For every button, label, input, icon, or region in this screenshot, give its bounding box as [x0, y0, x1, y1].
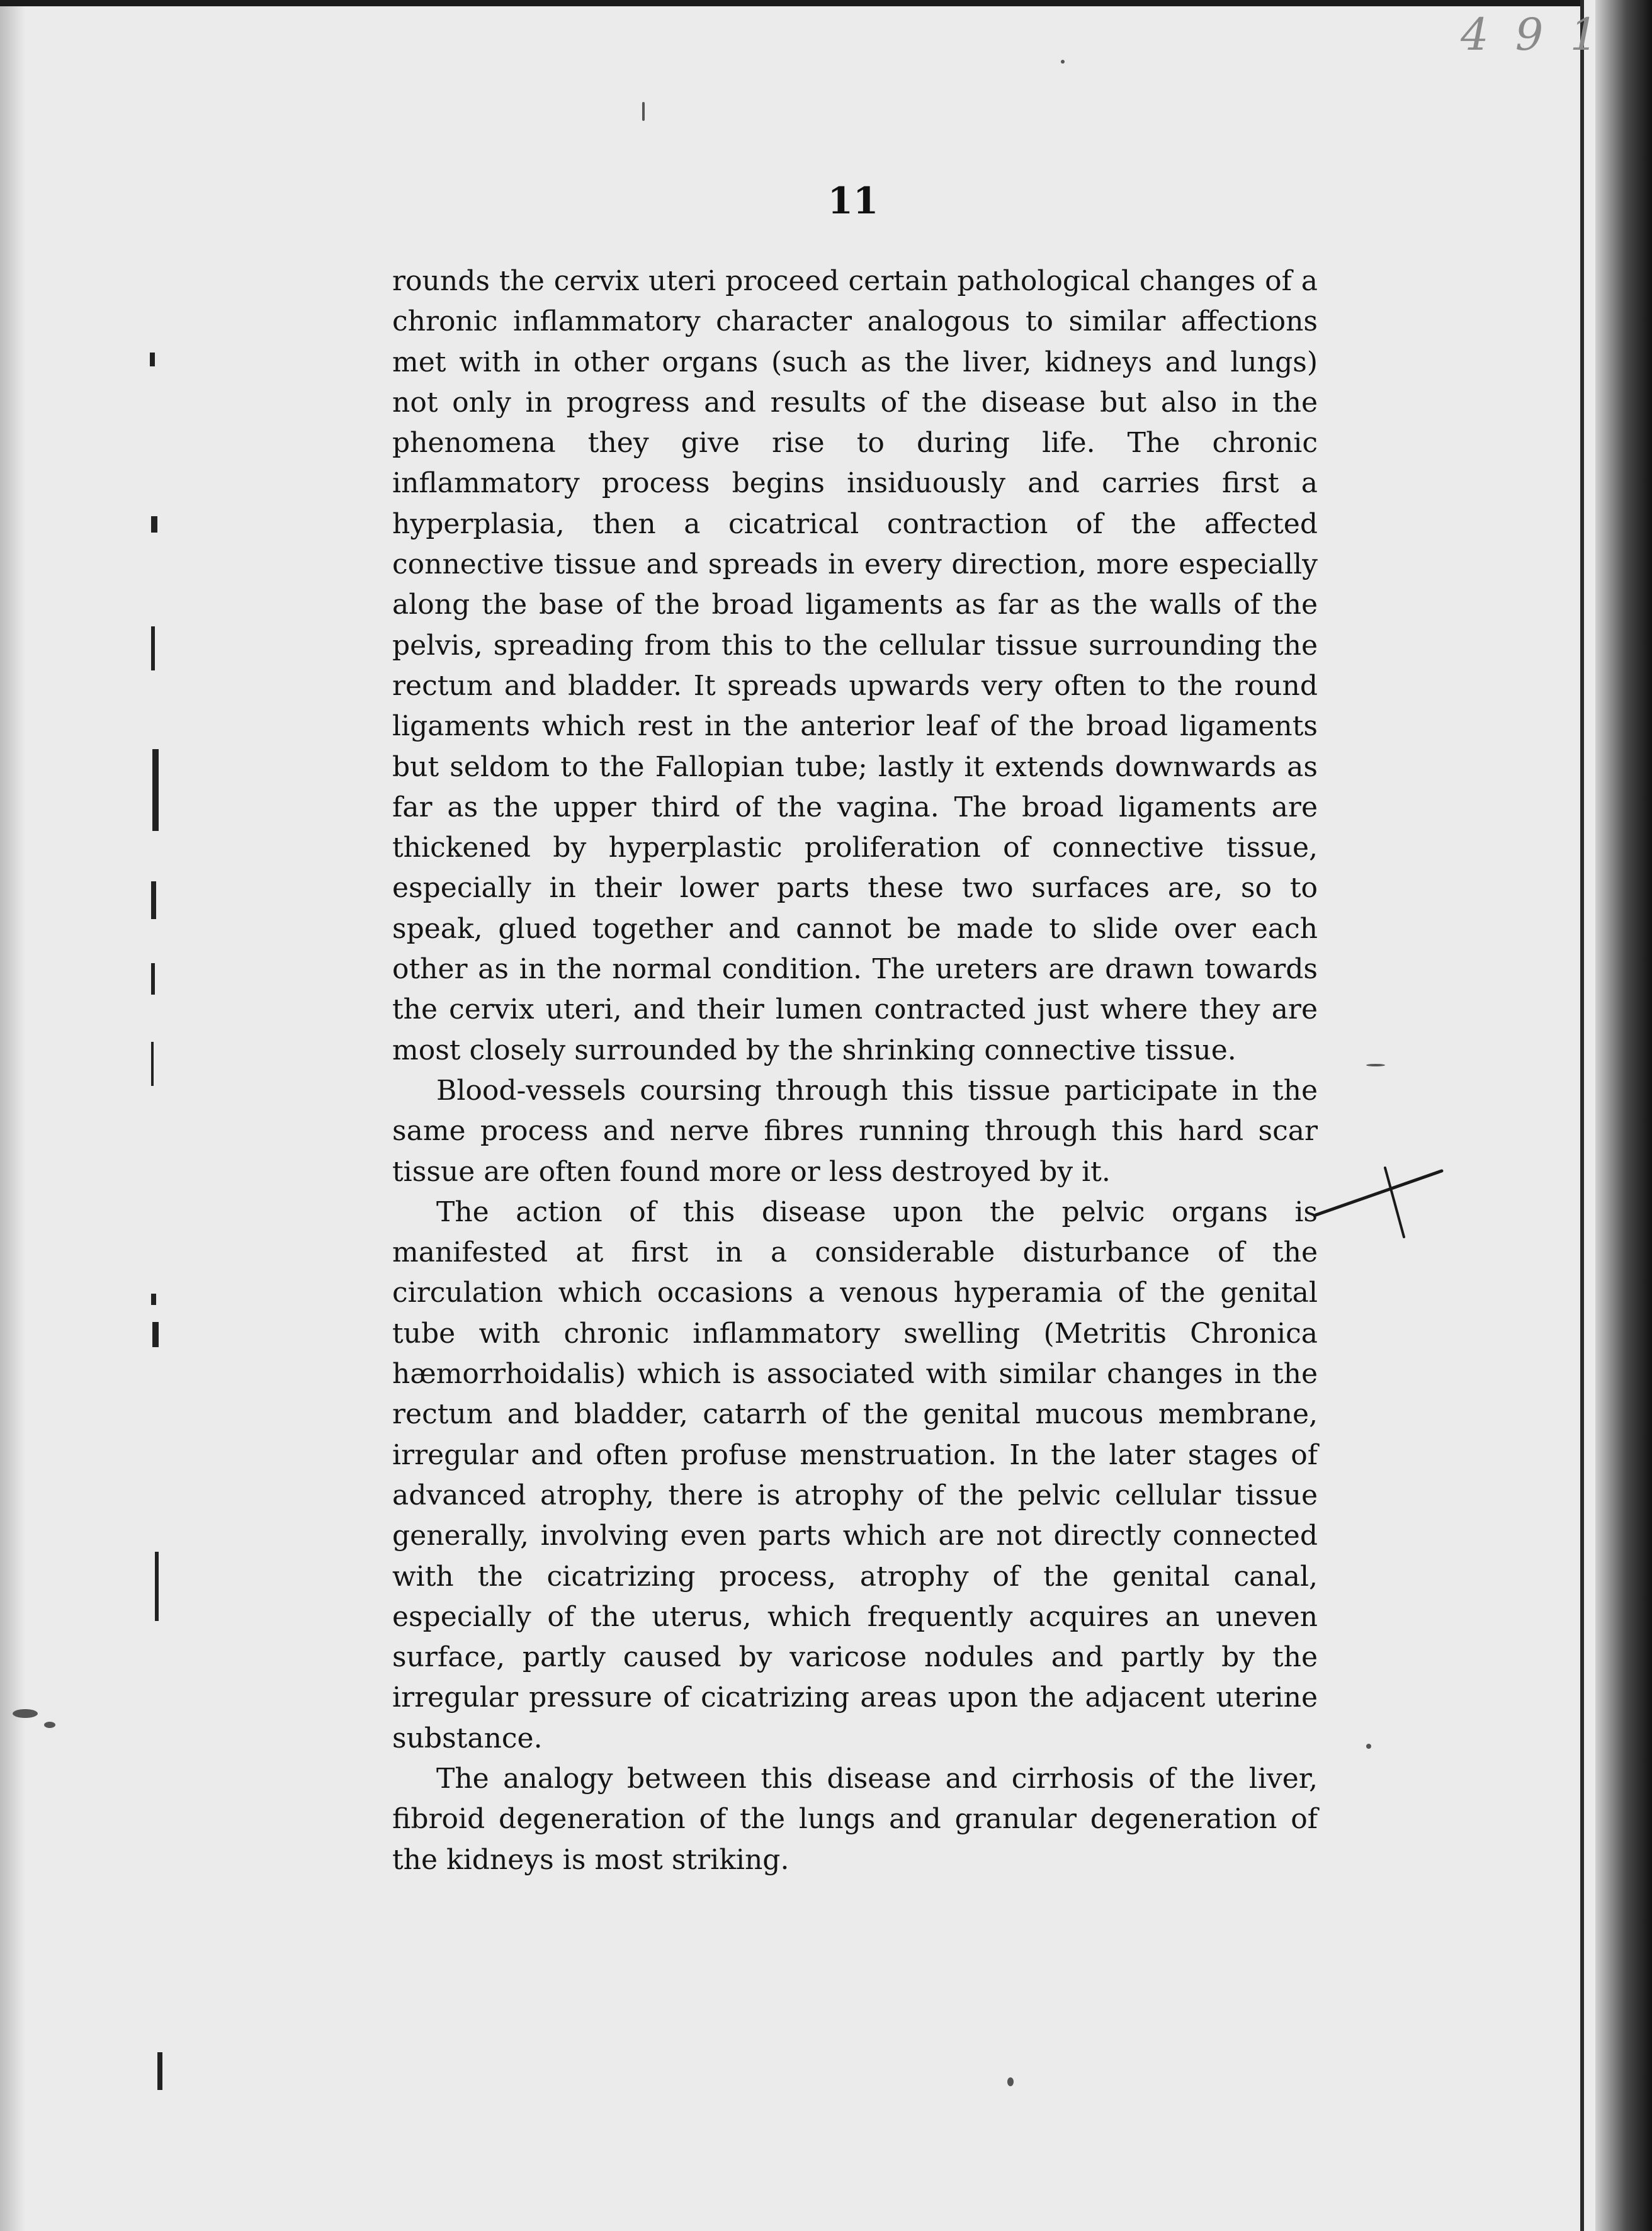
paragraph-2: Blood-vessels coursing through this tissue participate in the same process and nerve fibres running through this hard scar tissue are often found more or less destroyed by it.: [392, 1074, 1318, 1188]
binding-mark: [157, 2052, 162, 2090]
binding-mark: [151, 626, 155, 670]
page-number: 11: [827, 179, 879, 222]
speck: [44, 1722, 55, 1728]
speck: [1366, 1744, 1371, 1749]
speck: [1366, 1064, 1385, 1066]
top-edge-rule: [0, 0, 1580, 6]
binding-mark: [151, 1294, 156, 1305]
right-edge-line: [1580, 0, 1584, 2231]
paragraph-1: rounds the cervix uteri proceed certain pathological changes of a chronic inflammatory character analogous to similar affections met with in other organs (such as the liver, kidneys and lungs) not only in progress and results of the disease but also in the phenomena they give rise to during life. The chronic inflammatory process begins insiduously and carries first a hyperplasia, then a cicatrical contraction of the affected connective tissue and spreads in every direction, more especially along the base of the broad ligaments as far as the walls of the pelvis, spreading from this to the cellular tissue surrounding the rectum and bladder. It spreads upwards very often to the round ligaments which rest in the anterior leaf of the broad ligaments but seldom to the Fallopian tube; lastly it extends downwards as far as the upper third of the vagina. The broad ligaments are thickened by hyperplastic proliferation of connective tissue, especially in their lower parts these two surfaces are, so to speak, glued together and cannot be made to slide over each other as in the normal condition. The ureters are drawn towards the cervix uteri, and their lumen contracted just where they are most closely surrounded by the shrinking connective tissue.: [392, 265, 1318, 1066]
binding-mark: [151, 516, 157, 533]
speck: [1007, 2077, 1014, 2086]
binding-mark: [152, 749, 159, 831]
binding-mark: [151, 963, 155, 995]
paragraph-4: The analogy between this disease and cirrhosis of the liver, fibroid degeneration of the lungs and granular degeneration of the kidneys is most striking.: [392, 1762, 1318, 1876]
binding-mark: [151, 1042, 154, 1086]
speck: [1061, 60, 1065, 64]
binding-mark: [152, 1322, 159, 1347]
margin-cross-mark: [1310, 1155, 1448, 1243]
binding-mark: [155, 1552, 159, 1621]
handwritten-annotation: 4 9 1: [1461, 9, 1605, 60]
body-text: [392, 261, 1318, 1880]
binding-mark: [150, 353, 155, 366]
binding-mark: [151, 881, 156, 919]
speck: [642, 102, 645, 121]
right-page-edge: [1595, 0, 1652, 2231]
speck: [13, 1709, 38, 1718]
binding-shadow: [0, 0, 25, 2231]
paragraph-3: The action of this disease upon the pelvic organs is manifested at first in a considerable disturbance of the circulation which occasions a venous hyperamia of the genital tube with chronic inflammatory swelling (Metritis Chronica hæmorrhoidalis) which is associated with similar changes in the rectum and bladder, catarrh of the genital mucous membrane, irregular and often profuse menstruation. In the later stages of advanced atrophy, there is atrophy of the pelvic cellular tissue generally, involving even parts which are not directly connected with the cicatrizing process, atrophy of the genital canal, especially of the uterus, which frequently acquires an uneven surface, partly caused by varicose nodules and partly by the irregular pressure of cicatrizing areas upon the adjacent uterine substance.: [392, 1195, 1318, 1754]
